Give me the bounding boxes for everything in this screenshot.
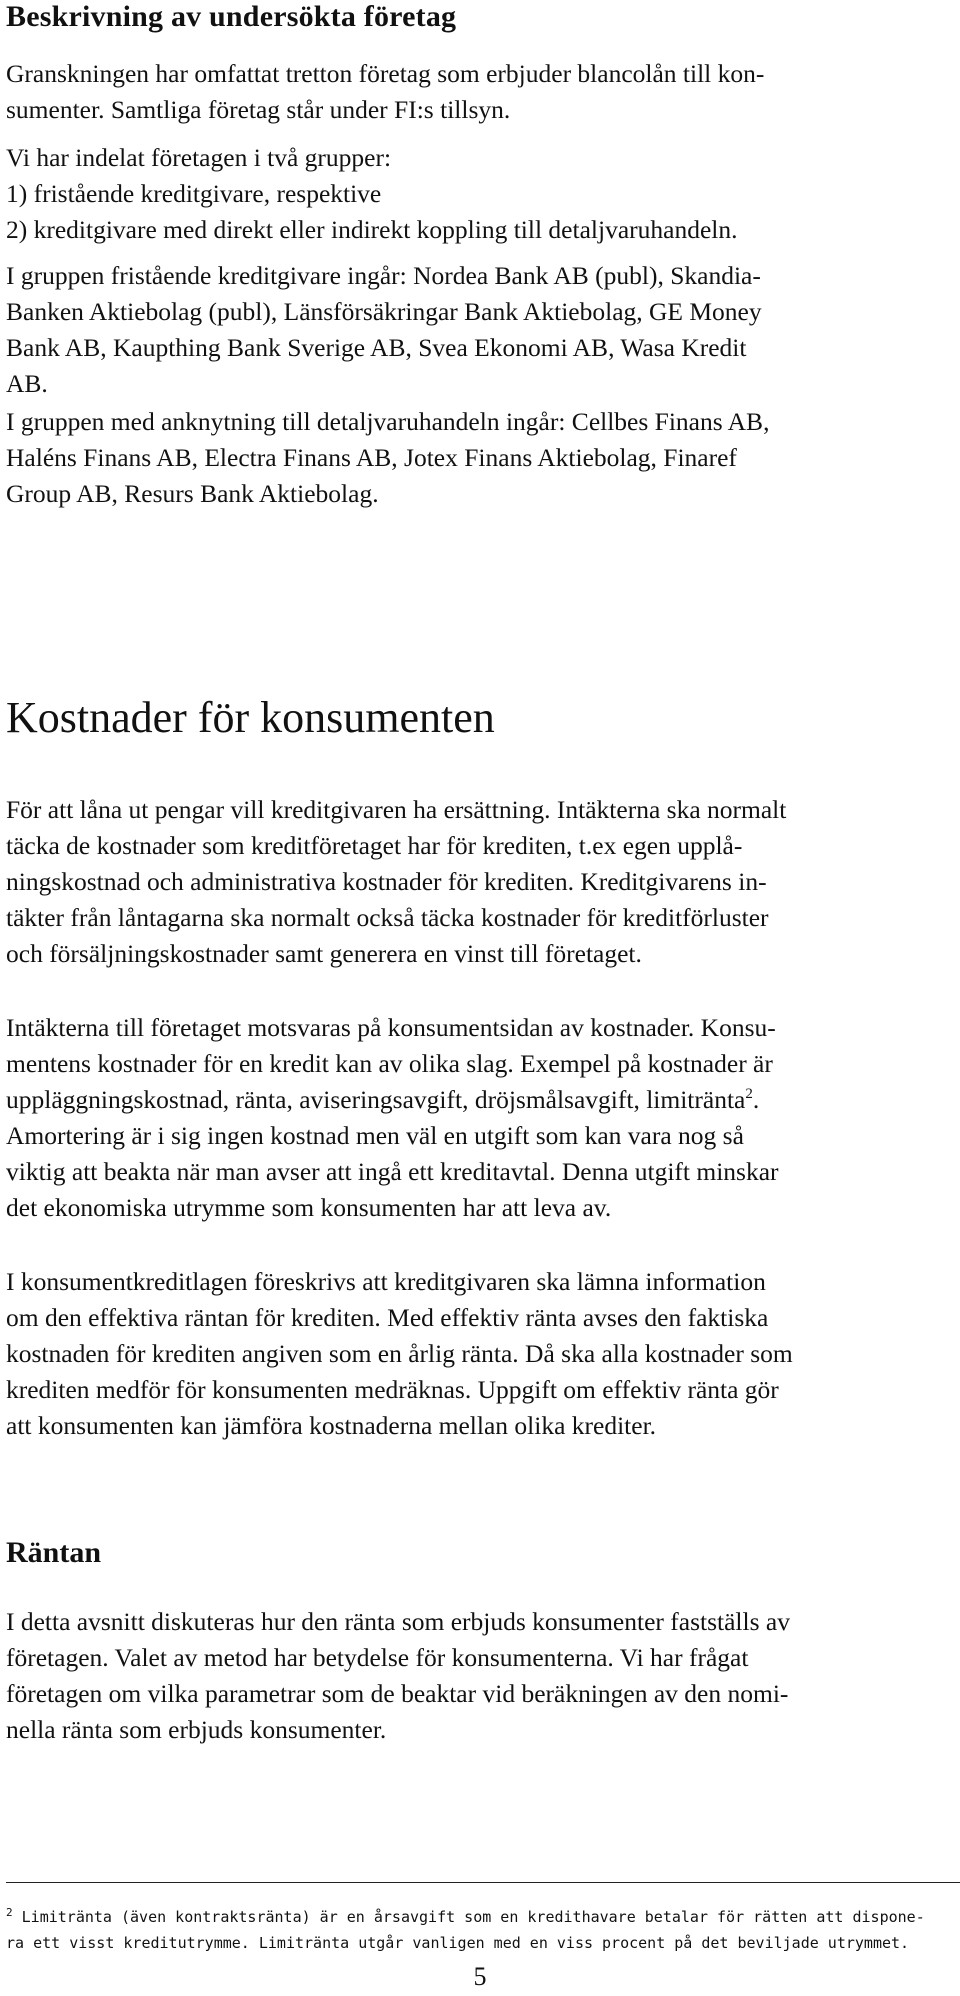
section-heading-rantan: Räntan <box>6 1536 102 1569</box>
paragraph-ersattning <box>6 792 946 972</box>
text-line: ningskostnad och administrativa kostnader för krediten. Kreditgivarens in- <box>6 867 767 896</box>
text-line: Intäkterna till företaget motsvaras på konsumentsidan av kostnader. Konsu- <box>6 1013 776 1042</box>
text-line: att konsumenten kan jämföra kostnaderna mellan olika krediter. <box>6 1411 657 1440</box>
footnote-reference[interactable]: 2 <box>745 1086 753 1102</box>
text-line: viktig att beakta när man avser att ingå ett kreditavtal. Denna utgift minskar <box>6 1157 779 1186</box>
paragraph-grupper <box>6 140 946 248</box>
text-line: Bank AB, Kaupthing Bank Sverige AB, Svea Ekonomi AB, Wasa Kredit <box>6 333 747 362</box>
text-line: och försäljningskostnader samt generera en vinst till företaget. <box>6 939 642 968</box>
text-line: sumenter. Samtliga företag står under FI:s tillsyn. <box>6 95 511 124</box>
text-line: I gruppen med anknytning till detaljvaruhandeln ingår: Cellbes Finans AB, <box>6 407 770 436</box>
text-line: 1) fristående kreditgivare, respektive <box>6 179 382 208</box>
text-line: I detta avsnitt diskuteras hur den ränta som erbjuds konsumenter fastställs av <box>6 1607 790 1636</box>
text-line: Haléns Finans AB, Electra Finans AB, Jotex Finans Aktiebolag, Finaref <box>6 443 737 472</box>
text-line: mentens kostnader för en kredit kan av olika slag. Exempel på kostnader är <box>6 1049 773 1078</box>
paragraph-granskning <box>6 56 946 128</box>
text-line-with-footnote <box>6 1082 946 1118</box>
text-line: Group AB, Resurs Bank Aktiebolag. <box>6 479 379 508</box>
section-heading-beskrivning: Beskrivning av undersökta företag <box>6 0 457 33</box>
text-line: Granskningen har omfattat tretton företag som erbjuder blancolån till kon- <box>6 59 765 88</box>
paragraph-fristaende-kreditgivare <box>6 258 946 402</box>
text-line: Banken Aktiebolag (publ), Länsförsäkringar Bank Aktiebolag, GE Money <box>6 297 762 326</box>
text-line: I gruppen fristående kreditgivare ingår: Nordea Bank AB (publ), Skandia- <box>6 261 761 290</box>
text-line: det ekonomiska utrymme som konsumenten har att leva av. <box>6 1193 612 1222</box>
text-line: Amortering är i sig ingen kostnad men väl en utgift som kan vara nog så <box>6 1121 744 1150</box>
page-number: 5 <box>473 1962 487 1991</box>
text-line: För att låna ut pengar vill kreditgivaren ha ersättning. Intäkterna ska normalt <box>6 795 787 824</box>
paragraph-effektiv-ranta <box>6 1264 946 1444</box>
footnote <box>6 1904 956 1956</box>
footnote-line <box>6 1904 956 1930</box>
footnote-divider <box>6 1882 960 1883</box>
paragraph-rantan <box>6 1604 946 1748</box>
text-line: om den effektiva räntan för krediten. Med effektiv ränta avses den faktiska <box>6 1303 769 1332</box>
paragraph-konsumentens-kostnader <box>6 1010 946 1226</box>
text-segment: Limitränta (även kontraktsränta) är en årsavgift som en kredithavare betalar för rätten att dispone- <box>12 1908 925 1926</box>
text-line: 2) kreditgivare med direkt eller indirekt koppling till detaljvaruhandeln. <box>6 215 738 244</box>
text-line: kostnaden för krediten angiven som en årlig ränta. Då ska alla kostnader som <box>6 1339 793 1368</box>
text-line: nella ränta som erbjuds konsumenter. <box>6 1715 387 1744</box>
text-line: företagen om vilka parametrar som de beaktar vid beräkningen av den nomi- <box>6 1679 789 1708</box>
text-line: företagen. Valet av metod har betydelse för konsumenterna. Vi har frågat <box>6 1643 749 1672</box>
footnote-marker: 2 <box>6 1906 13 1919</box>
text-line: I konsumentkreditlagen föreskrivs att kreditgivaren ska lämna information <box>6 1267 766 1296</box>
text-line: AB. <box>6 369 48 398</box>
text-segment: . <box>752 1085 760 1114</box>
paragraph-detaljvaruhandeln <box>6 404 946 512</box>
text-line: Vi har indelat företagen i två grupper: <box>6 143 392 172</box>
text-segment: uppläggningskostnad, ränta, aviseringsavgift, dröjsmålsavgift, limitränta <box>6 1085 746 1114</box>
text-line: täkter från låntagarna ska normalt också täcka kostnader för kreditförluster <box>6 903 769 932</box>
text-line: täcka de kostnader som kreditföretaget har för krediten, t.ex egen upplå- <box>6 831 743 860</box>
text-line: krediten medför för konsumenten medräknas. Uppgift om effektiv ränta gör <box>6 1375 779 1404</box>
section-heading-kostnader: Kostnader för konsumenten <box>6 693 495 742</box>
footnote-line: ra ett visst kreditutrymme. Limitränta utgår vanligen med en viss procent på det beviljade utrymmet. <box>6 1934 910 1952</box>
